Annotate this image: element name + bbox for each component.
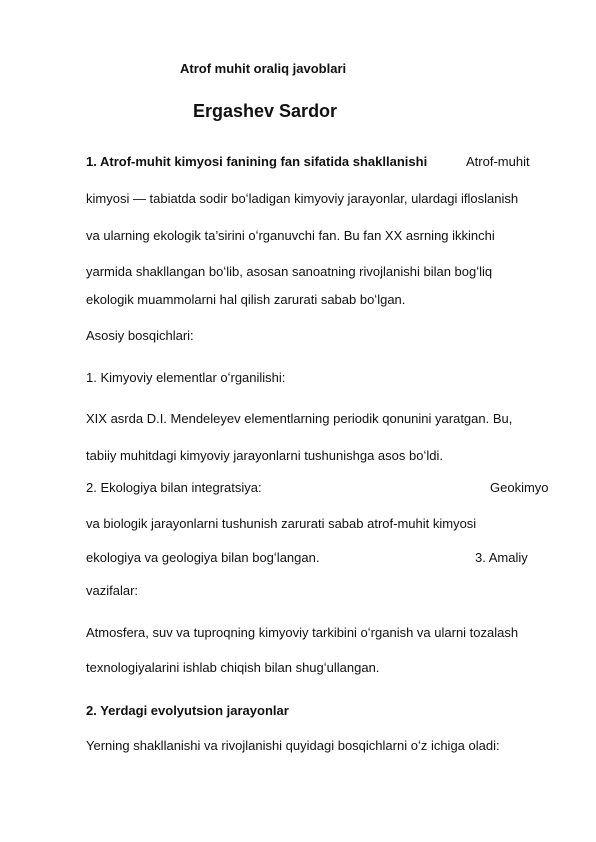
section1-line-4: ekologik muammolarni hal qilish zarurati sabab boʻlgan. [86, 292, 406, 307]
stage2-title: 2. Ekologiya bilan integratsiya: [86, 480, 262, 495]
stage1-line-1: XIX asrda D.I. Mendeleyev elementlarning periodik qonunini yaratgan. Bu, [86, 411, 513, 426]
stage3-label-rest: vazifalar: [86, 583, 139, 598]
stage2-tail: Geokimyo [490, 480, 549, 495]
section1-heading: 1. Atrof-muhit kimyosi fanining fan sifatida shakllanishi [86, 154, 428, 169]
stage3-line-1: Atmosfera, suv va tuproqning kimyoviy tarkibini oʻrganish va ularni tozalash [86, 625, 519, 640]
section2-heading: 2. Yerdagi evolyutsion jarayonlar [86, 703, 289, 718]
section1-line-3: yarmida shakllangan boʻlib, asosan sanoatning rivojlanishi bilan bogʻliq [86, 264, 493, 279]
stage2-line-1: va biologik jarayonlarni tushunish zarurati sabab atrof-muhit kimyosi [86, 516, 477, 531]
section1-line-1: kimyosi — tabiatda sodir boʻladigan kimyoviy jarayonlar, ulardagi ifloslanish [86, 191, 519, 206]
section1-line-2: va ularning ekologik ta’sirini oʻrganuvchi fan. Bu fan XX asrning ikkinchi [86, 228, 495, 243]
section2-line-1: Yerning shakllanishi va rivojlanishi quyidagi bosqichlarni oʻz ichiga oladi: [86, 738, 500, 753]
stage3-head: 3. Amaliy [475, 550, 528, 565]
author-name: Ergashev Sardor [193, 101, 338, 121]
document-title: Atrof muhit oraliq javoblari [180, 61, 347, 76]
stage3-line-2: texnologiyalarini ishlab chiqish bilan shugʻullangan. [86, 660, 380, 675]
stages-label: Asosiy bosqichlari: [86, 328, 194, 343]
section1-heading-tail: Atrof-muhit [466, 154, 530, 169]
stage1-line-2: tabiiy muhitdagi kimyoviy jarayonlarni tushunishga asos boʻldi. [86, 448, 443, 463]
stage2-line-2: ekologiya va geologiya bilan bogʻlangan. [86, 550, 320, 565]
stage1-title: 1. Kimyoviy elementlar oʻrganilishi: [86, 370, 286, 385]
